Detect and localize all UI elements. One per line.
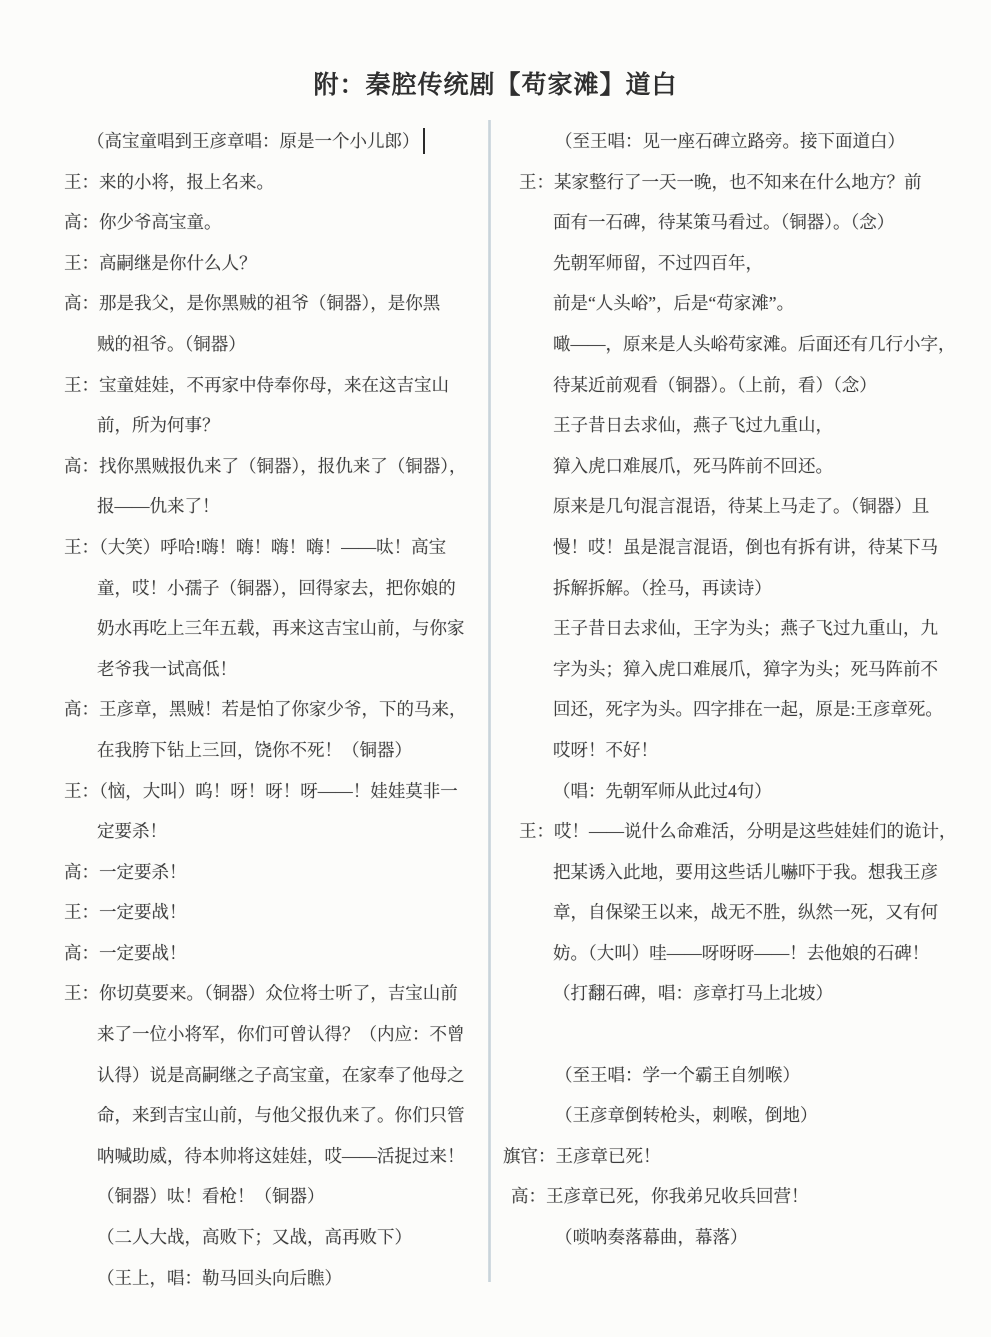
script-line[interactable] (503, 1014, 973, 1055)
script-line[interactable]: 前，所为何事？ (97, 415, 220, 436)
script-line[interactable]: 高：王彦章，黑贼！若是怕了你家少爷，下的马来， (64, 699, 467, 720)
script-line[interactable]: 高：你少爷高宝童。 (64, 212, 222, 233)
script-line[interactable]: 噉——，原来是人头峪苟家滩。后面还有几行小字， (553, 333, 956, 354)
right-column[interactable] (503, 121, 973, 1258)
left-column[interactable] (64, 121, 488, 1298)
script-line[interactable]: 前是“人头峪”，后是“苟家滩”。 (553, 293, 795, 314)
script-line[interactable]: 来了一位小将军，你们可曾认得？（内应：不曾 (97, 1024, 465, 1045)
script-line[interactable]: 命，来到吉宝山前，与他父报仇来了。你们只管 (97, 1105, 465, 1126)
script-line[interactable]: （高宝童唱到王彦章唱：原是一个小儿郎） (64, 121, 488, 162)
script-line[interactable]: 王子昔日去求仙，王字为头；燕子飞过九重山，九 (553, 618, 938, 639)
script-line[interactable]: 呐喊助威，待本帅将这娃娃，哎——活捉过来！ (97, 1145, 465, 1166)
script-line[interactable]: 旗官：王彦章已死！ (503, 1145, 661, 1166)
script-line[interactable]: 先朝军师留，不过四百年， (553, 252, 763, 273)
script-line[interactable]: 把某诱入此地，要用这些话儿嚇吓于我。想我王彦 (553, 861, 938, 882)
script-line[interactable]: 獐入虎口难展爪，死马阵前不回还。 (553, 455, 833, 476)
script-line[interactable]: （王上，唱：勒马回头向后瞧） (97, 1267, 342, 1288)
script-line[interactable]: 贼的祖爷。（铜器） (97, 333, 246, 354)
script-line[interactable]: 在我胯下钻上三回，饶你不死！（铜器） (97, 739, 412, 760)
script-line[interactable]: 王：高嗣继是你什么人？ (64, 252, 257, 273)
text-cursor (423, 128, 425, 154)
script-line[interactable]: 字为头；獐入虎口难展爪，獐字为头；死马阵前不 (553, 658, 938, 679)
script-line[interactable]: 哎呀！不好！ (553, 739, 658, 760)
script-line[interactable]: 待某近前观看（铜器）。（上前，看）（念） (553, 374, 877, 395)
script-line[interactable]: 王：一定要战！ (64, 902, 187, 923)
script-line[interactable]: 高：那是我父，是你黑贼的祖爷（铜器），是你黑 (64, 293, 441, 314)
script-line[interactable]: 王：某家整行了一天一晚，也不知来在什么地方？前 (519, 171, 922, 192)
script-line[interactable]: 慢！哎！虽是混言混语，倒也有拆有讲，待某下马 (553, 536, 938, 557)
document-title[interactable]: 附：秦腔传统剧【苟家滩】道白 (313, 72, 678, 99)
script-line[interactable]: （唢呐奏落幕曲，幕落） (555, 1227, 748, 1248)
script-line[interactable]: （唱：先朝军师从此过4句） (553, 780, 772, 801)
script-line[interactable]: 王子昔日去求仙，燕子飞过九重山， (553, 415, 833, 436)
script-line[interactable]: 高：一定要战！ (64, 942, 187, 963)
script-line[interactable]: 原来是几句混言混语，待某上马走了。（铜器）且 (553, 496, 930, 517)
column-divider (488, 120, 491, 1282)
script-line[interactable]: 王：你切莫要来。（铜器）众位将士听了，吉宝山前 (64, 983, 458, 1004)
script-line[interactable]: 拆解拆解。（拴马，再读诗） (553, 577, 772, 598)
script-line[interactable]: 王：（大笑）呼哈!嗨！嗨！嗨！嗨！——呔！高宝 (64, 536, 447, 557)
script-line[interactable]: 王：哎！——说什么命难活，分明是这些娃娃们的诡计， (519, 821, 957, 842)
script-line[interactable]: 高：王彦章已死，你我弟兄收兵回营！ (511, 1186, 809, 1207)
script-line[interactable]: （铜器）呔！看枪！（铜器） (97, 1186, 325, 1207)
script-line[interactable]: 老爷我一试高低！ (97, 658, 237, 679)
script-line[interactable]: 章，自保梁王以来，战无不胜，纵然一死，又有何 (553, 902, 938, 923)
script-line[interactable]: 报——仇来了！ (97, 496, 220, 517)
script-line[interactable]: 王：来的小将，报上名来。 (64, 171, 274, 192)
script-line[interactable]: 回还，死字为头。四字排在一起，原是:王彦章死。 (553, 699, 943, 720)
script-line[interactable]: 高：一定要杀！ (64, 861, 187, 882)
script-line[interactable]: （至王唱：学一个霸王自刎喉） (555, 1064, 800, 1085)
script-line[interactable]: （二人大战，高败下；又战，高再败下） (97, 1227, 412, 1248)
script-line[interactable]: （王彦章倒转枪头，刺喉，倒地） (555, 1105, 818, 1126)
script-line[interactable]: 妨。（大叫）哇——呀呀呀——！去他娘的石碑！ (553, 942, 930, 963)
script-line[interactable]: （打翻石碑，唱：彦章打马上北坡） (553, 983, 833, 1004)
script-line[interactable]: 高：找你黑贼报仇来了（铜器），报仇来了（铜器）， (64, 455, 467, 476)
script-line[interactable]: 王：（恼，大叫）呜！呀！呀！呀——！娃娃莫非一 (64, 780, 458, 801)
script-line[interactable]: 奶水再吃上三年五载，再来这吉宝山前，与你家 (97, 618, 465, 639)
script-line[interactable]: （至王唱：见一座石碑立路旁。接下面道白） (555, 131, 905, 151)
script-line[interactable]: 王：宝童娃娃，不再家中侍奉你母，来在这吉宝山 (64, 374, 449, 395)
script-line[interactable]: 童，哎！小孺子（铜器），回得家去，把你娘的 (97, 577, 456, 598)
script-line[interactable]: 定要杀！ (97, 821, 167, 842)
script-line[interactable]: 面有一石碑，待某策马看过。（铜器）。（念） (553, 212, 895, 233)
script-line[interactable]: 认得）说是高嗣继之子高宝童，在家奉了他母之 (97, 1064, 465, 1085)
